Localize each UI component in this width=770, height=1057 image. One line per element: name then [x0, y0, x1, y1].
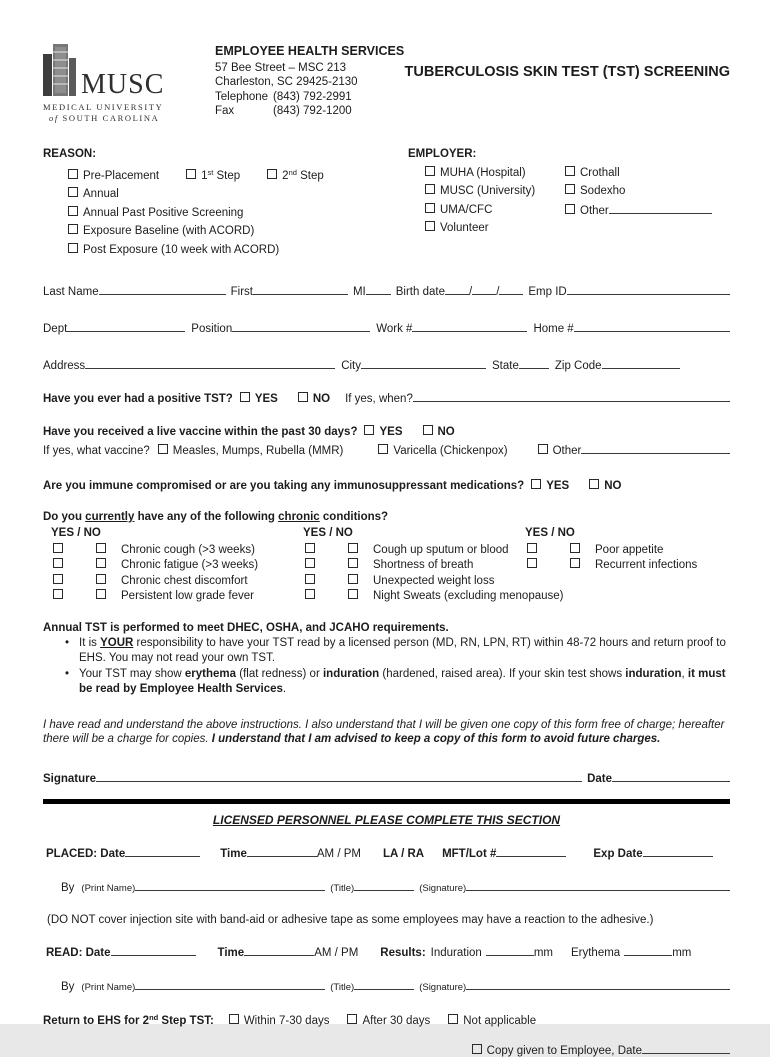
mft-lot-label: MFT/Lot #	[442, 847, 497, 860]
checkbox-fatigue-yes[interactable]	[53, 558, 63, 568]
employer-sodexho-label: Sodexho	[580, 185, 626, 197]
placed-print-name-field[interactable]	[135, 878, 325, 891]
title-label: (Title)	[330, 981, 355, 993]
city-field[interactable]	[361, 356, 486, 369]
checkbox-within-7-30[interactable]	[229, 1014, 239, 1024]
not-applicable-label: Not applicable	[463, 1014, 537, 1027]
reason-2nd-step-label: 2nd Step	[282, 167, 324, 182]
checkbox-vaccine-yes[interactable]	[364, 425, 374, 435]
after-30-label: After 30 days	[362, 1014, 431, 1027]
employer-crothall-label: Crothall	[580, 166, 620, 179]
within-7-30-label: Within 7-30 days	[243, 1014, 330, 1027]
read-date-field[interactable]	[111, 943, 196, 956]
checkbox-positive-tst-yes[interactable]	[240, 392, 250, 402]
checkbox-muha[interactable]	[425, 166, 435, 176]
work-phone-field[interactable]	[412, 319, 527, 332]
checkbox-after-30[interactable]	[347, 1014, 357, 1024]
low-grade-fever-label: Persistent low grade fever	[121, 590, 254, 602]
checkbox-weight-no[interactable]	[348, 574, 358, 584]
musc-logo	[43, 44, 193, 123]
position-field[interactable]	[232, 319, 370, 332]
employer-section	[408, 145, 730, 259]
copy-given-label: Copy given to Employee, Date	[486, 1044, 642, 1057]
reason-annual-past-label: Annual Past Positive Screening	[83, 206, 244, 219]
checkbox-fever-yes[interactable]	[53, 589, 63, 599]
checkbox-volunteer[interactable]	[425, 221, 435, 231]
checkbox-positive-tst-no[interactable]	[298, 392, 308, 402]
checkbox-immune-no[interactable]	[589, 479, 599, 489]
sputum-blood-label: Cough up sputum or blood	[373, 543, 509, 556]
checkbox-fever-no[interactable]	[96, 589, 106, 599]
musc-line1: MEDICAL UNIVERSITY	[43, 102, 164, 112]
reason-exposure-label: Exposure Baseline (with ACORD)	[83, 225, 255, 237]
street-address: 57 Bee Street – MSC 213	[215, 61, 347, 74]
city-label: City	[341, 360, 361, 372]
fax-row: Fax (843) 792-1200	[215, 105, 352, 117]
return-label: Return to EHS for 2nd Step TST:	[43, 1012, 214, 1027]
signature-date-field[interactable]	[612, 769, 730, 782]
injection-site-note: (DO NOT cover injection site with band-aid or adhesive tape as some employees may have a reaction to the adhesive.)	[47, 913, 654, 926]
reason-1st-step-label: 1st Step	[201, 167, 241, 182]
address-label: Address	[43, 360, 86, 372]
copy-given-date-field[interactable]	[642, 1041, 730, 1054]
reason-section	[43, 145, 408, 259]
reason-pre-placement-label: Pre-Placement	[83, 169, 160, 182]
emp-id-field[interactable]	[567, 282, 730, 295]
home-label: Home #	[533, 323, 574, 335]
checkbox-immune-yes[interactable]	[531, 479, 541, 489]
exp-date-field[interactable]	[643, 844, 713, 857]
placed-signature-field[interactable]	[466, 878, 730, 891]
if-yes-when-label: If yes, when?	[345, 393, 413, 405]
checkbox-breath-yes[interactable]	[305, 558, 315, 568]
placed-date-field[interactable]	[125, 844, 200, 857]
checkbox-post-exposure[interactable]	[68, 243, 78, 253]
checkbox-fatigue-no[interactable]	[96, 558, 106, 568]
emp-id-label: Emp ID	[528, 286, 567, 298]
checkbox-varicella[interactable]	[378, 444, 388, 454]
erythema-label: Erythema	[570, 946, 621, 959]
work-label: Work #	[376, 323, 413, 335]
erythema-field[interactable]	[624, 943, 672, 956]
signature-field[interactable]	[96, 769, 582, 782]
home-phone-field[interactable]	[574, 319, 730, 332]
dept-label: Dept	[43, 323, 68, 335]
checkbox-employer-other[interactable]	[565, 204, 575, 214]
form-title: TUBERCULOSIS SKIN TEST (TST) SCREENING	[404, 64, 730, 80]
la-ra-label: LA / RA	[382, 847, 425, 860]
employer-musc-label: MUSC (University)	[440, 185, 536, 197]
immune-question	[43, 479, 730, 492]
induration-label: Induration	[430, 946, 482, 959]
read-row	[43, 943, 730, 959]
last-name-label: Last Name	[43, 286, 99, 298]
yes-no-header: YES / NO	[303, 527, 353, 539]
print-name-label: (Print Name)	[81, 882, 136, 894]
checkbox-breath-no[interactable]	[348, 558, 358, 568]
read-time-field[interactable]	[244, 943, 314, 956]
chest-discomfort-label: Chronic chest discomfort	[121, 574, 248, 587]
checkbox-not-applicable[interactable]	[448, 1014, 458, 1024]
zip-label: Zip Code	[554, 360, 602, 372]
positive-tst-when-field[interactable]	[413, 389, 730, 402]
read-print-name-field[interactable]	[135, 977, 325, 990]
chronic-question: Do you currently have any of the following chronic conditions?	[43, 511, 389, 523]
vaccine-other-label: Other	[552, 445, 582, 457]
reason-annual-label: Annual	[83, 188, 119, 200]
checkbox-chest-yes[interactable]	[53, 574, 63, 584]
checkbox-uma-cfc[interactable]	[425, 203, 435, 213]
mft-lot-field[interactable]	[496, 844, 566, 857]
birth-day-field[interactable]	[472, 282, 496, 295]
instructions-heading: Annual TST is performed to meet DHEC, OSHA, and JCAHO requirements.	[43, 621, 449, 634]
recurrent-infections-label: Recurrent infections	[595, 559, 698, 571]
yes-no-header: YES / NO	[525, 527, 575, 539]
phone-row: Telephone (843) 792-2991	[215, 90, 352, 103]
checkbox-annual[interactable]	[68, 187, 78, 197]
induration-field[interactable]	[486, 943, 534, 956]
employer-heading: EMPLOYER:	[408, 148, 477, 160]
address-field[interactable]	[85, 356, 335, 369]
by-label: By	[61, 980, 75, 993]
checkbox-sodexho[interactable]	[565, 184, 575, 194]
chronic-fatigue-label: Chronic fatigue (>3 weeks)	[121, 559, 259, 571]
checkbox-sputum-no[interactable]	[348, 543, 358, 553]
reason-heading: REASON:	[43, 148, 97, 160]
shortness-breath-label: Shortness of breath	[373, 559, 474, 571]
birth-year-field[interactable]	[499, 282, 523, 295]
reason-post-exposure-label: Post Exposure (10 week with ACORD)	[83, 243, 280, 256]
return-row	[43, 1013, 730, 1027]
by-label: By	[61, 881, 75, 894]
checkbox-chest-no[interactable]	[96, 574, 106, 584]
signature-label: Signature	[43, 772, 97, 785]
first-name-field[interactable]	[253, 282, 348, 295]
zip-field[interactable]	[602, 356, 680, 369]
chronic-grid	[43, 526, 730, 605]
instruction-bullet-1: • It is YOUR responsibility to have your TST read by a licensed person (MD, RN, LPN, RT) within 48-72 hours and return proof to EHS. You may not read your own TST.	[43, 636, 730, 666]
poor-appetite-label: Poor appetite	[595, 543, 664, 556]
no-label: NO	[312, 393, 331, 405]
varicella-label: Varicella (Chickenpox)	[393, 445, 508, 457]
placed-time-field[interactable]	[247, 844, 317, 857]
live-vaccine-question	[43, 425, 730, 438]
checkbox-sweats-no[interactable]	[348, 589, 358, 599]
yes-label: YES	[546, 480, 570, 492]
checkbox-sweats-yes[interactable]	[305, 589, 315, 599]
checkbox-weight-yes[interactable]	[305, 574, 315, 584]
checkbox-1st-step[interactable]	[186, 169, 196, 179]
checkbox-crothall[interactable]	[565, 166, 575, 176]
vaccine-type-row	[43, 441, 730, 457]
no-label: NO	[437, 426, 455, 438]
mm-label: mm	[533, 946, 553, 959]
last-name-field[interactable]	[99, 282, 226, 295]
placed-time-label: Time	[220, 847, 247, 860]
no-label: NO	[604, 480, 622, 492]
building-icon	[43, 44, 79, 99]
checkbox-mmr[interactable]	[158, 444, 168, 454]
read-signature-field[interactable]	[466, 977, 730, 990]
placed-by-row	[43, 878, 730, 894]
yes-no-header: YES / NO	[51, 527, 101, 539]
position-label: Position	[191, 323, 233, 335]
signature-paren-label: (Signature)	[419, 882, 467, 894]
checkbox-infections-no[interactable]	[570, 558, 580, 568]
immune-label: Are you immune compromised or are you taking any immunosuppressant medications?	[43, 480, 525, 492]
state-label: State	[492, 360, 519, 372]
checkbox-appetite-yes[interactable]	[527, 543, 537, 553]
results-label: Results:	[380, 946, 426, 959]
checkbox-pre-placement[interactable]	[68, 169, 78, 179]
positive-tst-question	[43, 389, 730, 405]
employer-other-label: Other	[580, 204, 609, 217]
checkbox-cough-yes[interactable]	[53, 543, 63, 553]
copy-given-row	[43, 1041, 730, 1057]
first-name-label: First	[230, 286, 253, 298]
weight-loss-label: Unexpected weight loss	[373, 574, 495, 587]
checkbox-exposure-baseline[interactable]	[68, 224, 78, 234]
checkbox-copy-given[interactable]	[472, 1044, 482, 1054]
licensed-section-heading: LICENSED PERSONNEL PLEASE COMPLETE THIS SECTION	[212, 812, 561, 827]
placed-date-label: PLACED: Date	[46, 847, 126, 860]
checkbox-appetite-no[interactable]	[570, 543, 580, 553]
read-ampm-label: AM / PM	[314, 946, 359, 959]
instruction-bullet-2: • Your TST may show erythema (flat redness) or induration (hardened, raised area). If your skin test shows induration, it must be read by Employee Health Services.	[43, 667, 730, 697]
signature-row	[43, 769, 730, 785]
checkbox-vaccine-other[interactable]	[538, 444, 548, 454]
positive-tst-label: Have you ever had a positive TST?	[43, 393, 233, 405]
checkbox-cough-no[interactable]	[96, 543, 106, 553]
placed-title-field[interactable]	[354, 878, 414, 891]
mmr-label: Measles, Mumps, Rubella (MMR)	[172, 445, 344, 457]
department-name: EMPLOYEE HEALTH SERVICES	[215, 44, 405, 58]
yes-label: YES	[379, 426, 403, 438]
address-row	[43, 356, 730, 372]
employer-muha-label: MUHA (Hospital)	[440, 166, 526, 179]
acknowledgement-text: I have read and understand the above instructions. I also understand that I will be given one copy of this form free of charge; hereafter there will be a charge for copies. I understand that I am advised to keep a copy of this form to avoid future charges.	[43, 718, 725, 745]
exp-date-label: Exp Date	[593, 847, 643, 860]
city-address: Charleston, SC 29425-2130	[215, 76, 358, 88]
if-yes-vaccine-label: If yes, what vaccine?	[43, 445, 150, 457]
employer-volunteer-label: Volunteer	[440, 222, 489, 234]
section-divider	[43, 799, 730, 804]
ehs-address-block	[215, 44, 404, 123]
instructions-list	[43, 636, 730, 697]
musc-acronym: MUSC	[81, 69, 165, 100]
signature-paren-label: (Signature)	[419, 981, 467, 993]
print-name-label: (Print Name)	[81, 981, 136, 993]
checkbox-sputum-yes[interactable]	[305, 543, 315, 553]
read-date-label: READ: Date	[46, 946, 111, 959]
slash: /	[496, 286, 500, 298]
checkbox-vaccine-no[interactable]	[423, 425, 433, 435]
title-label: (Title)	[330, 882, 355, 894]
name-row	[43, 282, 730, 298]
live-vaccine-label: Have you received a live vaccine within the past 30 days?	[43, 426, 358, 438]
birth-date-label: Birth date	[395, 286, 445, 298]
dept-row	[43, 319, 730, 335]
form-header	[43, 44, 730, 123]
mi-label: MI	[352, 286, 366, 298]
checkbox-2nd-step[interactable]	[267, 169, 277, 179]
night-sweats-label: Night Sweats (excluding menopause)	[373, 590, 564, 602]
placed-row	[43, 844, 730, 860]
checkbox-infections-yes[interactable]	[527, 558, 537, 568]
mm-label: mm	[672, 946, 692, 959]
yes-label: YES	[254, 393, 278, 405]
slash: /	[468, 286, 473, 298]
checkbox-musc[interactable]	[425, 184, 435, 194]
dept-field[interactable]	[67, 319, 185, 332]
mi-field[interactable]	[366, 282, 391, 295]
read-time-label: Time	[217, 946, 245, 959]
state-field[interactable]	[519, 356, 549, 369]
birth-month-field[interactable]	[445, 282, 469, 295]
employer-other-field[interactable]	[609, 201, 712, 214]
employer-uma-label: UMA/CFC	[440, 203, 493, 216]
vaccine-other-field[interactable]	[581, 441, 730, 454]
musc-line2: of SOUTH CAROLINA	[49, 113, 160, 123]
read-by-row	[43, 977, 730, 993]
read-title-field[interactable]	[354, 977, 414, 990]
checkbox-annual-past-positive[interactable]	[68, 206, 78, 216]
placed-ampm-label: AM / PM	[316, 847, 361, 860]
chronic-cough-label: Chronic cough (>3 weeks)	[121, 543, 255, 556]
date-label: Date	[587, 772, 612, 785]
